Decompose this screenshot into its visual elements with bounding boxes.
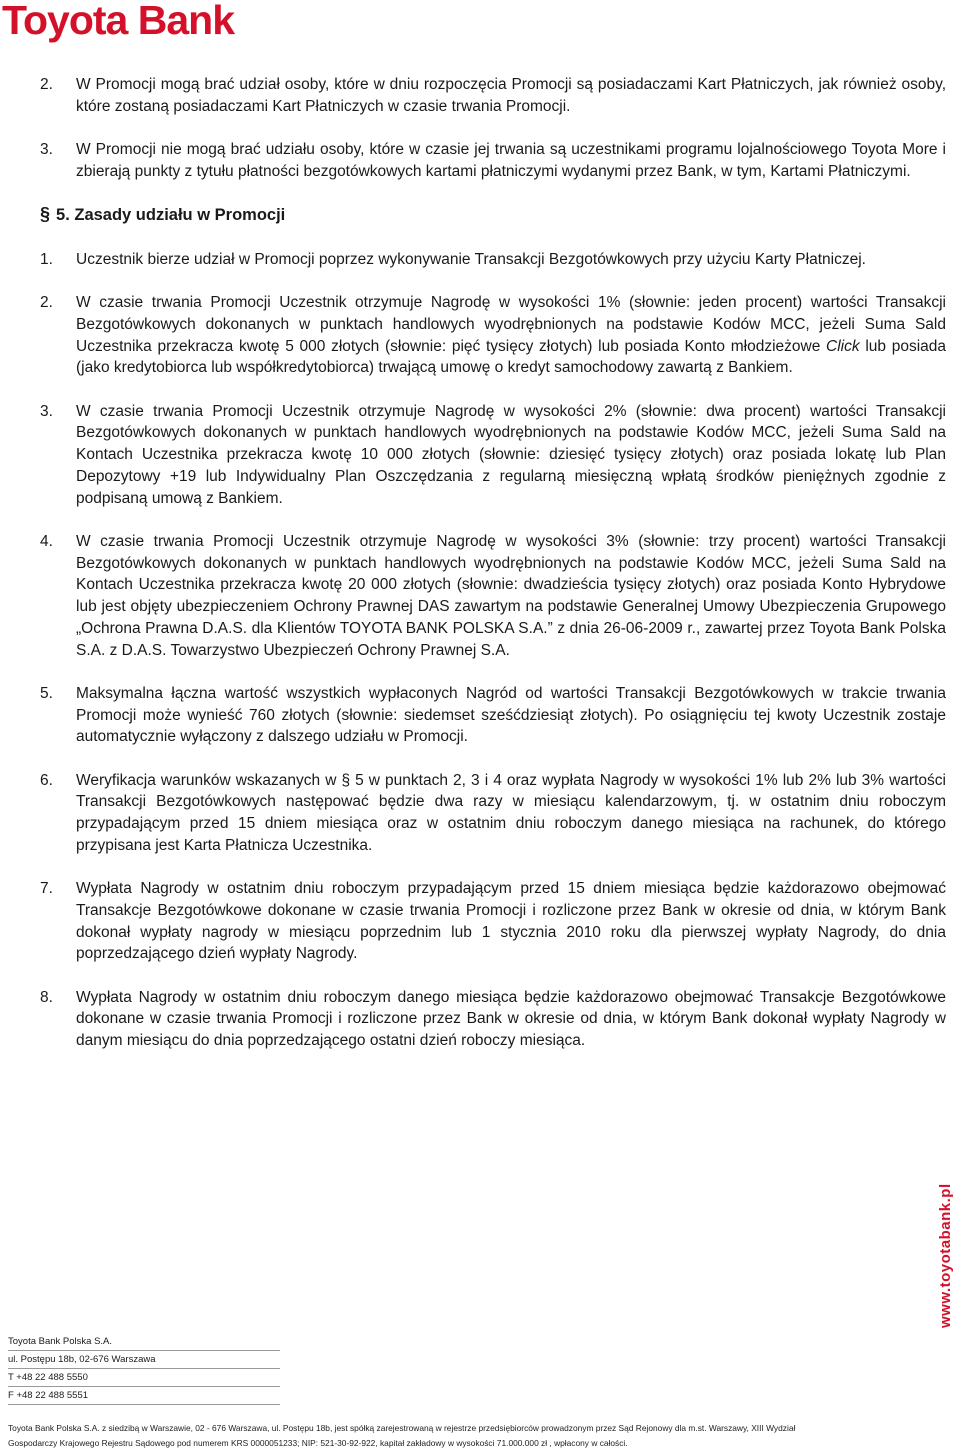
list-item [40,770,946,857]
list-item [40,683,946,748]
item-text: W czasie trwania Promocji Uczestnik otrzymuje Nagrodę w wysokości 3% (słownie: trzy procent) wartości Transakcji Bezgotówkowych dokonanych w punktach handlowych wyodrębnionych na podstawie Kodów MCC, jeżeli Suma Sald na Kontach Uczestnika przekracza kwotę 20 000 złotych (słownie: dwadzieścia tysięcy złotych) oraz posiada Konto Hybrydowe lub jest objęty ubezpieczeniem Ochrony Prawnej DAS zawartym na podstawie Generalnej Umowy Ubezpieczenia Grupowego „Ochrona Prawna D.A.S. dla Klientów TOYOTA BANK POLSKA S.A.” z dnia 26-06-2009 r., zawartej przez Toyota Bank Polska S.A. z D.A.S. Towarzystwo Ubezpieczeń Ochrony Prawnej S.A. [76,532,946,659]
legal-line: Gospodarczy Krajowego Rejestru Sądowego pod numerem KRS 0000051233; NIP: 521-30-92-922, kapitał zakładowy w wysokości 71.000.000 zł , wpłacony w całości. [8,1438,628,1448]
legal-line: Toyota Bank Polska S.A. z siedzibą w Warszawie, 02 - 676 Warszawa, ul. Postępu 18b, jest spółką zarejestrowaną w rejestrze przedsiębiorców prowadzonym przez Sąd Rejonowy dla m.st. Warszawy, XIII Wydział [8,1423,796,1433]
list-item [40,401,946,510]
item-number: 4. [40,532,53,550]
website-url: www.toyotabank.pl [937,1183,954,1328]
toyota-bank-logo: Toyota Bank [2,0,234,43]
footer-legal [8,1421,948,1451]
item-text: W Promocji nie mogą brać udziału osoby, które w czasie jej trwania są uczestnikami programu lojalnościowego Toyota More i zbierają punkty z tytułu płatności bezgotówkowych kartami płatniczymi wydanymi przez Bank, w tym, Kartami Płatniczymi. [76,141,946,180]
item-number: 8. [40,988,53,1006]
item-text-part: W czasie trwania Promocji Uczestnik otrzymuje Nagrodę w wysokości 1% (słownie: jeden procent) wartości Transakcji Bezgotówkowych dokonanych w punktach handlowych wyodrębnionych na podstawie Kodów MCC, jeżeli Suma Sald Uczestnika przekracza kwotę 5 000 złotych (słownie: pięć tysięcy złotych) lub posiada Konto młodzieżowe [76,294,946,355]
list-item [40,139,946,182]
item-number: 2. [40,76,53,93]
document-body [40,74,946,1073]
item-text: Wypłata Nagrody w ostatnim dniu roboczym danego miesiąca będzie każdorazowo obejmować Transakcje Bezgotówkowe dokonane w czasie trwania Promocji i rozliczone przez Bank w okresie od dnia, w którym Bank dokonał wypłaty Nagrody w danym miesiącu do dnia poprzedzającego ostatni dzień roboczy miesiąca. [76,988,946,1050]
item-text: W Promocji mogą brać udział osoby, które w dniu rozpoczęcia Promocji są posiadaczami Kart Płatniczych, jak również osoby, które zostaną posiadaczami Kart Płatniczych w czasie trwania Promocji. [76,76,946,115]
list-item [40,249,946,271]
footer-address-block [8,1335,280,1407]
section-heading [40,204,946,227]
item-number: 1. [40,250,53,268]
item-text [76,292,946,379]
item-number: 7. [40,880,53,898]
item-number: 3. [40,402,53,420]
section-title: 5. Zasady udziału w Promocji [56,206,286,225]
item-number: 5. [40,684,53,702]
list-item [40,987,946,1052]
footer-phone: T +48 22 488 5550 [8,1371,280,1387]
footer-address: ul. Postępu 18b, 02-676 Warszawa [8,1353,280,1369]
list-item [40,74,946,117]
list-item [40,531,946,661]
list-item [40,292,946,379]
item-text-italic: Click [826,337,860,355]
item-text-part: lub posiada (jako kredytobiorca lub współkredytobiorca) trwającą umowę o kredyt samochodowy zawartą z Bankiem. [76,337,946,377]
item-number: 6. [40,771,53,789]
item-text: Wypłata Nagrody w ostatnim dniu roboczym przypadającym przed 15 dniem miesiąca będzie każdorazowo obejmować Transakcje Bezgotówkowe dokonane w czasie trwania Promocji i rozliczone przez Bank w okresie od dnia, w którym Bank dokonał wypłaty nagrody w miesiącu poprzednim lub 1 stycznia 2010 roku dla pierwszej wypłaty Nagrody, do dnia poprzedzającego dzień wypłaty Nagrody. [76,880,946,963]
item-text: Maksymalna łączna wartość wszystkich wypłaconych Nagród od wartości Transakcji Bezgotówkowych w trakcie trwania Promocji może wynieść 760 złotych (słownie: siedemset sześćdziesiąt złotych). Po osiągnięciu tej kwoty Uczestnik zostaje automatycznie wyłączony z dalszego udziału w Promocji. [76,684,946,746]
list-item [40,878,946,965]
footer-fax: F +48 22 488 5551 [8,1389,280,1405]
item-text: W czasie trwania Promocji Uczestnik otrzymuje Nagrodę w wysokości 2% (słownie: dwa procent) wartości Transakcji Bezgotówkowych dokonanych w punktach handlowych wyodrębnionych na podstawie Kodów MCC, jeżeli Suma Sald na Kontach Uczestnika przekracza kwotę 10 000 złotych (słownie: dziesięć tysięcy złotych) oraz posiada lokatę lub Plan Depozytowy +19 lub Indywidualny Plan Oszczędzania z regularną miesięczną wpłatą środków pieniężnych zgodnie z podpisaną umową z Bankiem. [76,402,946,507]
item-number: 2. [40,294,53,312]
section-symbol: § [40,204,51,225]
item-text: Weryfikacja warunków wskazanych w § 5 w punktach 2, 3 i 4 oraz wypłata Nagrody w wysokości 1% lub 2% lub 3% wartości Transakcji Bezgotówkowych następować będzie dwa razy w miesiącu kalendarzowym, tj. w ostatnim dniu roboczym przypadającym przed 15 dniem miesiąca oraz w ostatnim dniu roboczym danego miesiąca na rachunek, do którego przypisana jest Karta Płatnicza Uczestnika. [76,771,946,854]
item-text: Uczestnik bierze udział w Promocji poprzez wykonywanie Transakcji Bezgotówkowych przy użyciu Karty Płatniczej. [76,250,866,268]
item-number: 3. [40,141,53,159]
footer-company: Toyota Bank Polska S.A. [8,1335,280,1351]
